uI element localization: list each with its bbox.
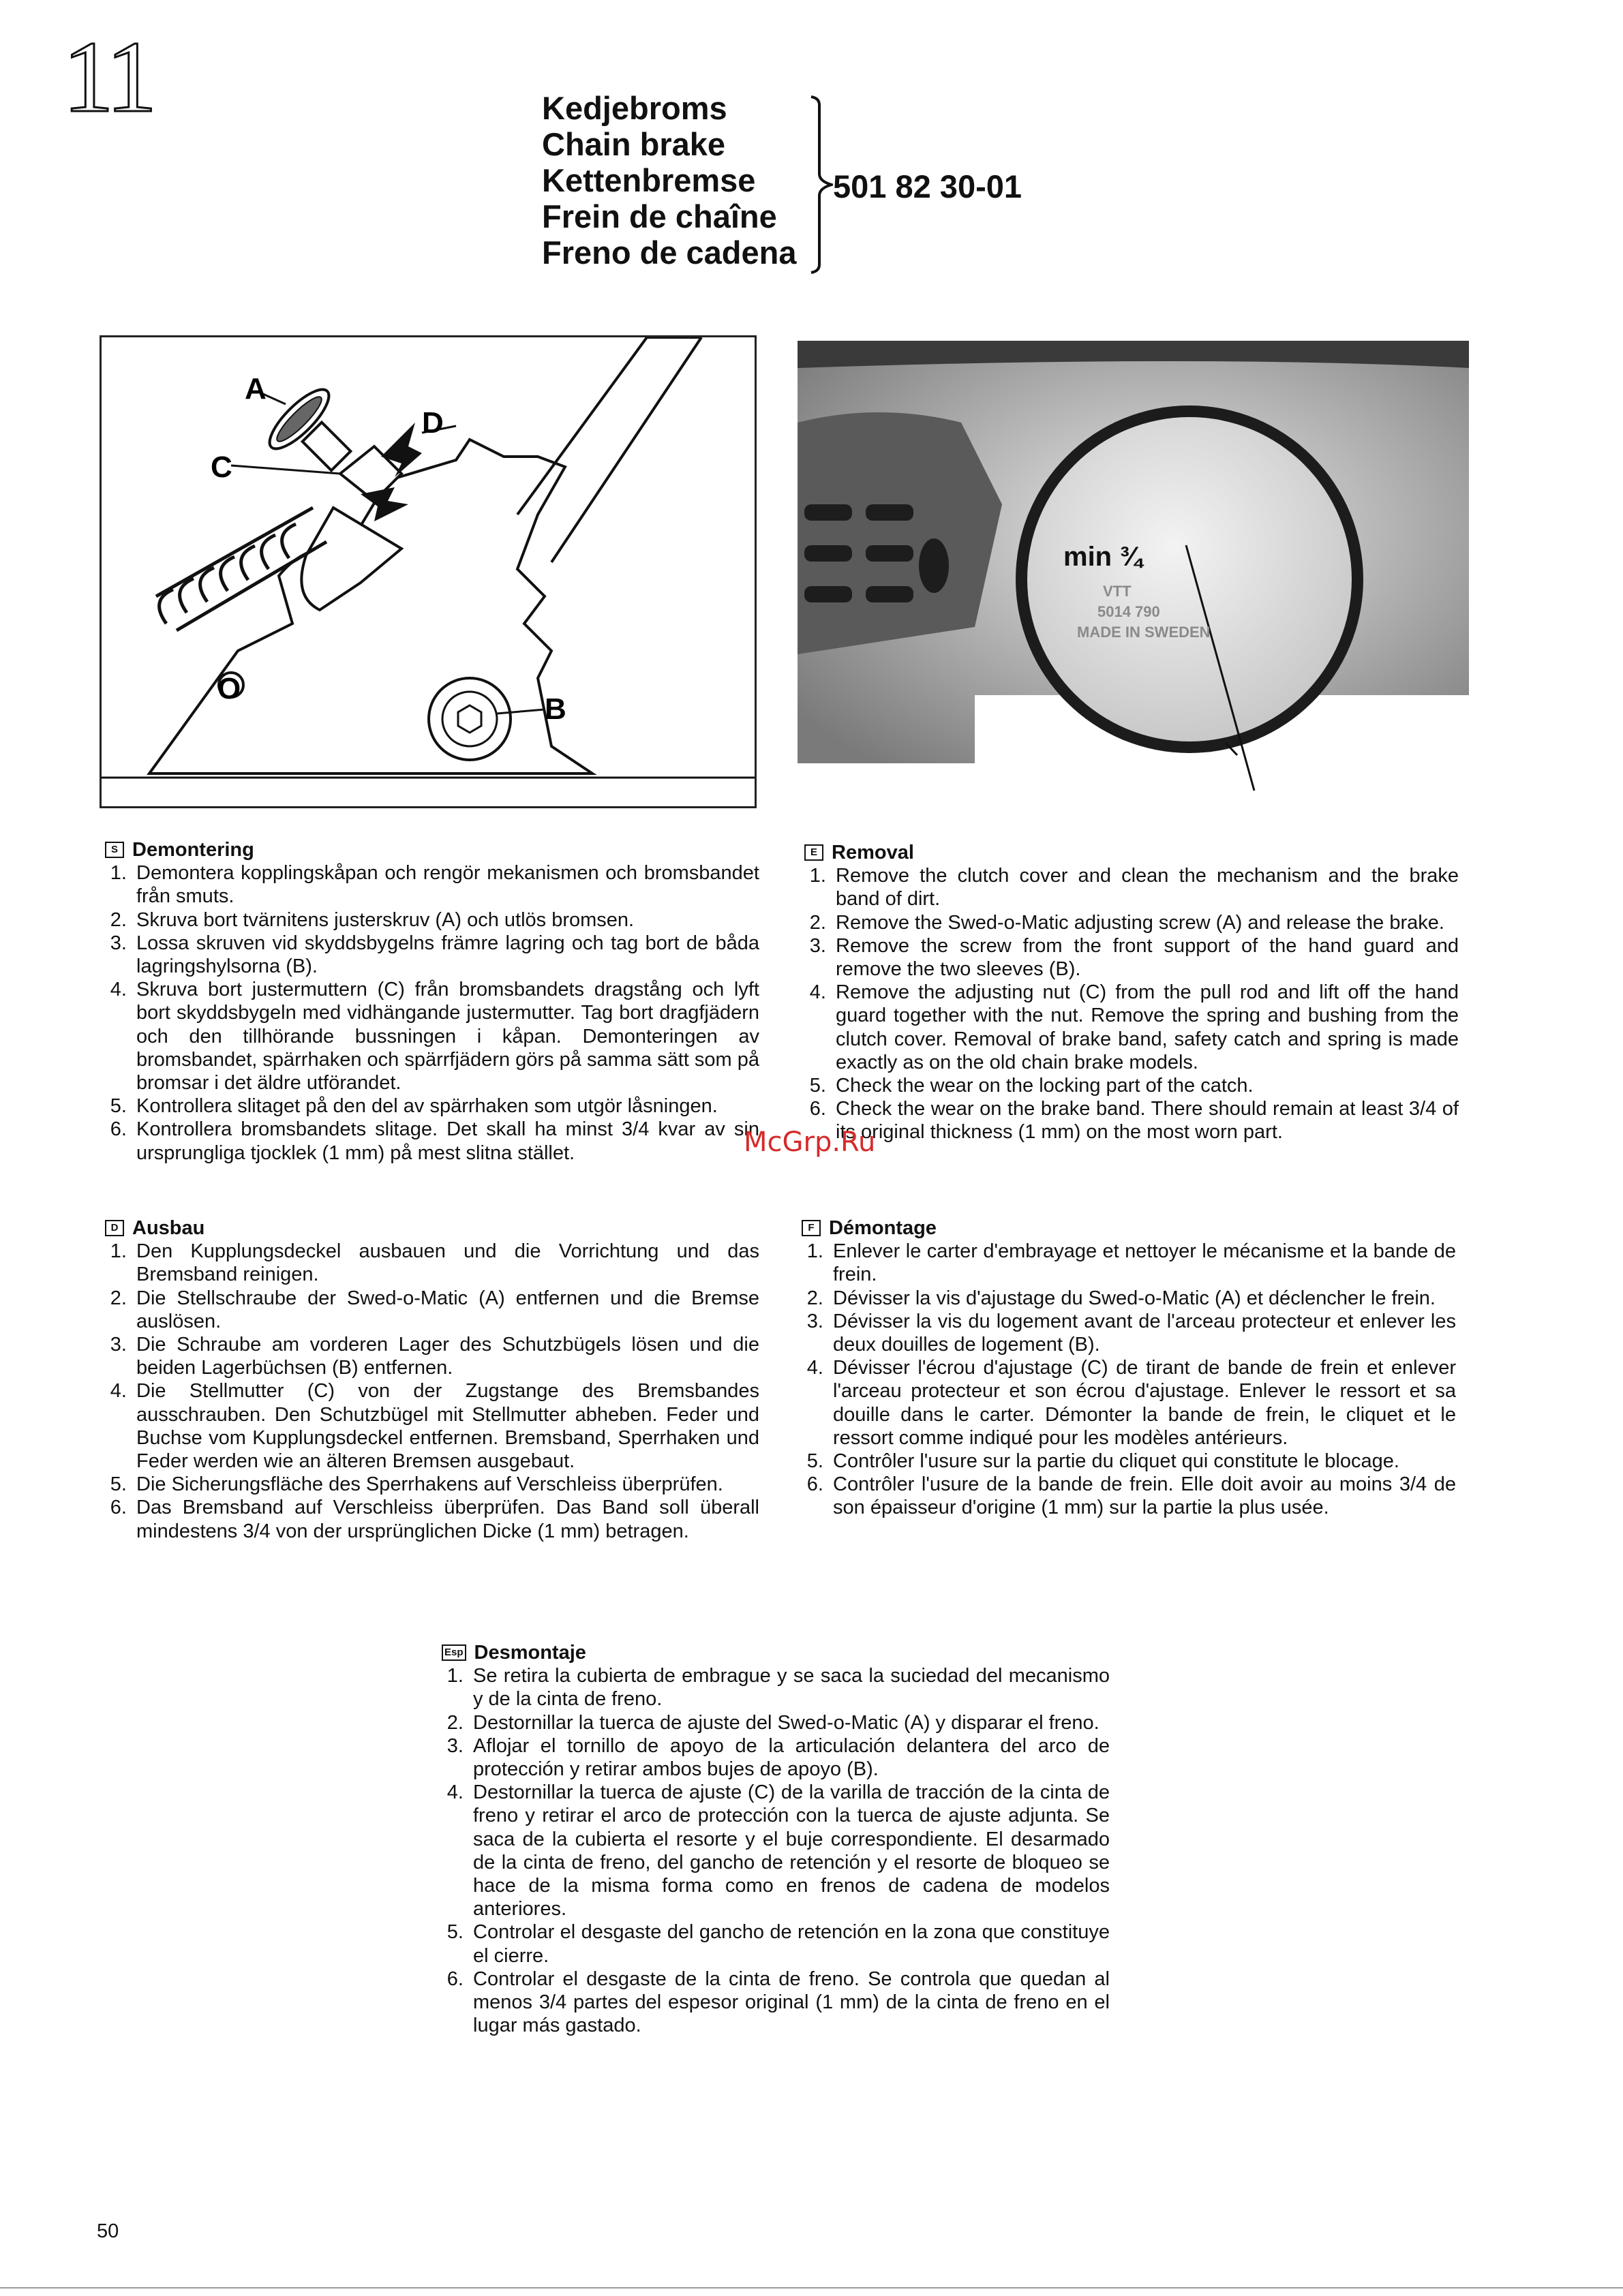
list-item: 3. Lossa skruven vid skyddsbygelns främre lagring och tag bort de båda lagringshylsorna (B). <box>132 932 759 978</box>
list-item: 5. Contrôler l'usure sur la partie du cliquet qui constitute le blocage. <box>829 1450 1456 1473</box>
list-item: 6. Check the wear on the brake band. There should remain at least 3/4 of its original thickness (1 mm) on the most worn part. <box>832 1097 1459 1144</box>
page-number: 50 <box>97 2220 119 2242</box>
list-item: 2. Destornillar la tuerca de ajuste del Swed-o-Matic (A) y disparar el freno. <box>469 1711 1110 1734</box>
title-spanish: Freno de cadena <box>542 234 797 271</box>
brake-lever <box>301 508 401 610</box>
clutch-cover-photo <box>798 341 1469 811</box>
list-item: 6. Das Bremsband auf Verschleiss überprüfen. Das Band soll überall mindestens 3/4 von der ursprünglichen Dicke (1 mm) betragen. <box>132 1496 759 1542</box>
brake-spring <box>156 508 327 630</box>
list-item: 2. Dévisser la vis d'ajustage du Swed-o-Matic (A) et déclencher le frein. <box>829 1287 1456 1310</box>
section-english <box>804 841 1459 1144</box>
label-d: D <box>422 406 444 440</box>
list-item: 2. Skruva bort tvärnitens justerskruv (A) och utlös bromsen. <box>132 908 759 932</box>
list-item: 3. Aflojar el tornillo de apoyo de la articulación delantera del arco de protección y retirar ambos bujes de apoyo (B). <box>469 1734 1110 1781</box>
title-swedish: Kedjebroms <box>542 90 727 126</box>
label-b: B <box>545 692 566 726</box>
part-number: 501 82 30-01 <box>833 168 1022 204</box>
heading-text: Démontage <box>829 1217 937 1239</box>
list-item: 3. Remove the screw from the front support of the hand guard and remove the two sleeves (B). <box>832 934 1459 981</box>
brake-mechanism-drawing <box>100 335 757 808</box>
watermark: McGrp.Ru <box>744 1127 876 1158</box>
heading-text: Desmontaje <box>474 1642 586 1664</box>
instruction-list <box>442 1664 1110 2037</box>
section-french <box>802 1216 1456 1520</box>
title-block <box>542 90 797 271</box>
language-flag-swedish: S <box>105 842 124 858</box>
list-item: 2. Die Stellschraube der Swed-o-Matic (A) entfernen und die Bremse auslösen. <box>132 1287 759 1333</box>
list-item: 3. Dévisser la vis du logement avant de l'arceau protecteur et enlever les deux douilles de logement (B). <box>829 1310 1456 1356</box>
section-heading <box>442 1641 1110 1664</box>
instruction-list <box>105 1240 759 1543</box>
plate-line-1: VTT <box>1103 583 1132 600</box>
adjusting-screw-a <box>262 382 351 471</box>
list-item: 4. Dévisser l'écrou d'ajustage (C) de tirant de bande de frein et enlever l'arceau protecteur et son écrou d'ajustage. Enlever le ressort et sa douille dans le carter. Démonter la bande de frein, le cliquet et le ressort comme indiqué pour les modèles antérieurs. <box>829 1356 1456 1450</box>
label-a: A <box>245 372 267 405</box>
chapter-number: 11 <box>63 20 153 134</box>
title-french: Frein de chaîne <box>542 198 777 234</box>
brake-mechanism-svg <box>102 337 755 806</box>
list-item: 4. Destornillar la tuerca de ajuste (C) de la varilla de tracción de la cinta de freno y retirar el arco de protección con la tuerca de ajuste adjunta. Se saca de la cubierta el resorte y el buje correspondiente. El desarmado de la cinta de freno, del gancho de retención y el resorte de bloqueo se hace de la misma forma como en frenos de cadena de modelos anteriores. <box>469 1781 1110 1920</box>
list-item: 3. Die Schraube am vorderen Lager des Schutzbügels lösen und die beiden Lagerbüchsen (B) entfernen. <box>132 1333 759 1379</box>
list-item: 5. Die Sicherungsfläche des Sperrhakens auf Verschleiss überprüfen. <box>132 1473 759 1496</box>
list-item: 1. Remove the clutch cover and clean the mechanism and the brake band of dirt. <box>832 864 1459 910</box>
title-german: Kettenbremse <box>542 162 756 198</box>
list-item: 4. Die Stellmutter (C) von der Zugstange des Bremsbandes ausschrauben. Den Schutzbügel mit Stellmutter abheben. Feder und Buchse vom Kupplungsdeckel entfernen. Bremsband, Sperrhaken und Feder werden wie an älteren Bremsen ausgebaut. <box>132 1379 759 1473</box>
language-flag-german: D <box>105 1220 124 1236</box>
instruction-list <box>802 1240 1456 1519</box>
plate-line-3: MADE IN SWEDEN <box>1077 624 1211 641</box>
language-flag-english: E <box>804 844 823 861</box>
section-heading <box>105 1216 759 1240</box>
instruction-list <box>105 861 759 1165</box>
instruction-list <box>804 864 1459 1144</box>
heading-text: Demontering <box>132 839 254 861</box>
list-item: 6. Kontrollera bromsbandets slitage. Det skall ha minst 3/4 kvar av sin ursprungliga tjocklek (1 mm) på mest slitna stället. <box>132 1118 759 1164</box>
section-heading <box>804 841 1459 864</box>
language-flag-spanish: Esp <box>442 1644 466 1661</box>
list-item: 1. Demontera kopplingskåpan och rengör mekanismen och bromsbandet från smuts. <box>132 861 759 908</box>
list-item: 1. Se retira la cubierta de embrague y se saca la suciedad del mecanismo y de la cinta de freno. <box>469 1664 1110 1711</box>
list-item: 4. Skruva bort justermuttern (C) från bromsbandets dragstång och lyft bort skyddsbygeln med vidhängande justermutter. Tag bort dragfjädern och den tillhörande bussningen i kåpan. Demonteringen av bromsbandet, spärrhaken och spärrfjädern görs på samma sätt som på bromsar i det äldre utförandet. <box>132 978 759 1095</box>
language-flag-french: F <box>802 1220 821 1236</box>
section-swedish <box>105 838 759 1165</box>
section-heading <box>802 1216 1456 1240</box>
list-item: 6. Contrôler l'usure de la bande de frein. Elle doit avoir au moins 3/4 de son épaisseur d'origine (1 mm) sur la partie la plus usée. <box>829 1473 1456 1519</box>
clutch-cover-disc <box>1027 417 1352 741</box>
list-item: 1. Enlever le carter d'embrayage et nettoyer le mécanisme et la bande de frein. <box>829 1240 1456 1286</box>
heading-text: Removal <box>832 842 914 863</box>
bottom-rule <box>0 2287 1623 2289</box>
section-heading <box>105 838 759 861</box>
list-item: 5. Kontrollera slitaget på den del av spärrhaken som utgör låsningen. <box>132 1095 759 1118</box>
label-c: C <box>211 450 232 484</box>
section-german <box>105 1216 759 1543</box>
list-item: 6. Controlar el desgaste de la cinta de freno. Se controla que quedan al menos 3/4 partes del espesor original (1 mm) de la cinta de freno en el lugar más gastado. <box>469 1968 1110 2038</box>
label-o: O <box>217 672 241 705</box>
title-english: Chain brake <box>542 126 726 162</box>
heading-text: Ausbau <box>132 1217 205 1239</box>
list-item: 5. Check the wear on the locking part of the catch. <box>832 1074 1459 1097</box>
section-spanish <box>442 1641 1110 2037</box>
plate-line-2: 5014 790 <box>1097 603 1160 620</box>
list-item: 2. Remove the Swed-o-Matic adjusting screw (A) and release the brake. <box>832 911 1459 934</box>
list-item: 5. Controlar el desgaste del gancho de retención en la zona que constituye el cierre. <box>469 1920 1110 1967</box>
min-thickness-label: min ¾ <box>1063 542 1142 572</box>
list-item: 1. Den Kupplungsdeckel ausbauen und die Vorrichtung und das Bremsband reinigen. <box>132 1240 759 1286</box>
housing-grille <box>798 412 1002 654</box>
title-bracket <box>810 95 833 274</box>
bolt-b <box>429 678 511 760</box>
list-item: 4. Remove the adjusting nut (C) from the pull rod and lift off the hand guard together with the nut. Remove the spring and bushing from the clutch cover. Removal of brake band, safety catch and spring is made exactly as on the old chain brake models. <box>832 981 1459 1074</box>
